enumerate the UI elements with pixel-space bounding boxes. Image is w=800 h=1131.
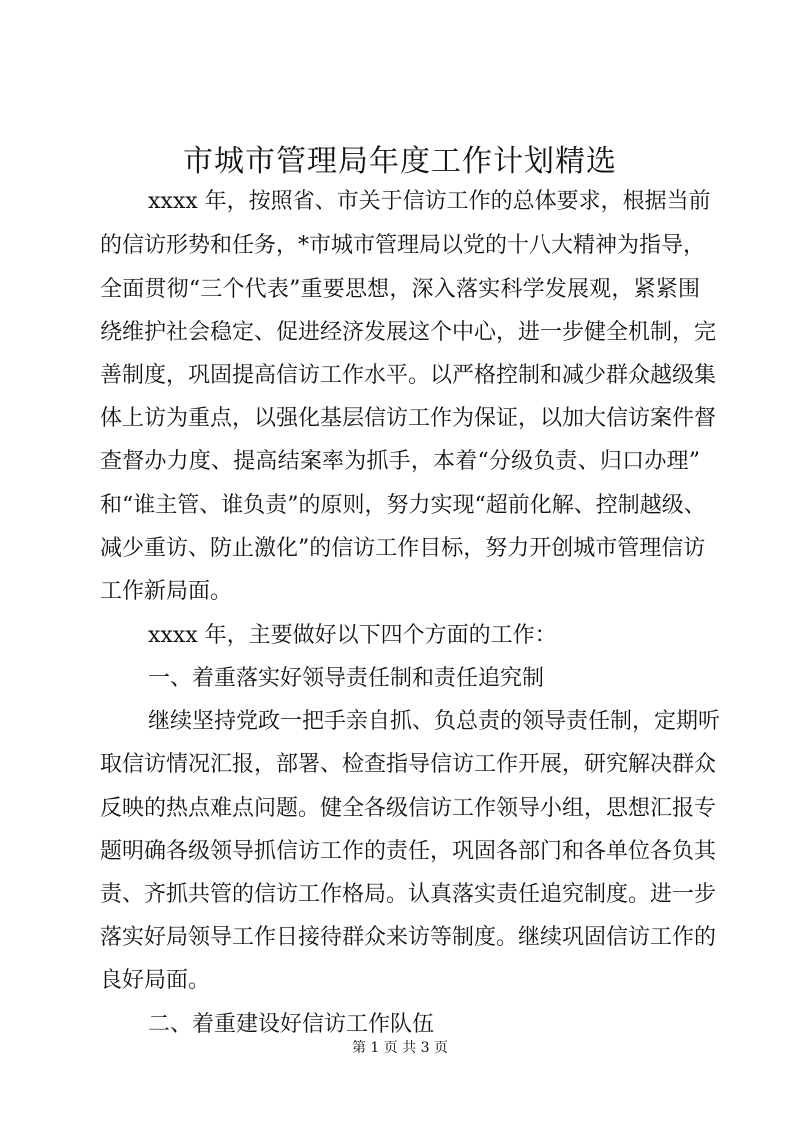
paragraph-1-line-10: 工作新局面。 <box>100 579 233 604</box>
paragraph-1-line-1: xxxx 年，按照省、市关于信访工作的总体要求，根据当前 <box>148 189 711 214</box>
paragraph-1-line-2: 的信访形势和任务，*市城市管理局以党的十八大精神为指导， <box>100 233 706 258</box>
document-title: 市城市管理局年度工作计划精选 <box>183 144 617 179</box>
paragraph-3-line-7: 良好局面。 <box>100 968 211 993</box>
paragraph-3-line-5: 责、齐抓共管的信访工作格局。认真落实责任追究制度。进一步 <box>100 882 717 907</box>
paragraph-3-line-6: 落实好局领导工作日接待群众来访等制度。继续巩固信访工作的 <box>100 925 717 950</box>
paragraph-1-line-8: 和“谁主管、谁负责”的原则，努力实现“超前化解、控制越级、 <box>100 493 706 518</box>
paragraph-2-line-1: xxxx 年，主要做好以下四个方面的工作： <box>148 623 557 648</box>
paragraph-3-line-1: 继续坚持党政一把手亲自抓、负总责的领导责任制，定期听 <box>148 709 721 734</box>
page-number-footer: 第 1 页 共 3 页 <box>351 1040 449 1056</box>
paragraph-1-line-6: 体上访为重点，以强化基层信访工作为保证，以加大信访案件督 <box>100 406 717 431</box>
paragraph-1-line-9: 减少重访、防止激化”的信访工作目标，努力开创城市管理信访 <box>100 536 706 561</box>
paragraph-3-line-4: 题明确各级领导抓信访工作的责任，巩固各部门和各单位各负其 <box>100 839 717 864</box>
paragraph-1-line-5: 善制度，巩固提高信访工作水平。以严格控制和减少群众越级集 <box>100 363 717 388</box>
paragraph-1-line-3: 全面贯彻“三个代表”重要思想，深入落实科学发展观，紧紧围 <box>100 277 700 302</box>
section-heading-2: 二、着重建设好信访工作队伍 <box>148 1012 435 1037</box>
paragraph-3-line-2: 取信访情况汇报，部署、检查指导信访工作开展，研究解决群众 <box>100 752 717 777</box>
paragraph-3-line-3: 反映的热点难点问题。健全各级信访工作领导小组，思想汇报专 <box>100 796 717 821</box>
paragraph-1-line-7: 查督办力度、提高结案率为抓手，本着“分级负责、归口办理” <box>100 449 700 474</box>
section-heading-1: 一、着重落实好领导责任制和责任追究制 <box>148 666 545 691</box>
paragraph-1-line-4: 绕维护社会稳定、促进经济发展这个中心，进一步健全机制，完 <box>100 320 717 345</box>
